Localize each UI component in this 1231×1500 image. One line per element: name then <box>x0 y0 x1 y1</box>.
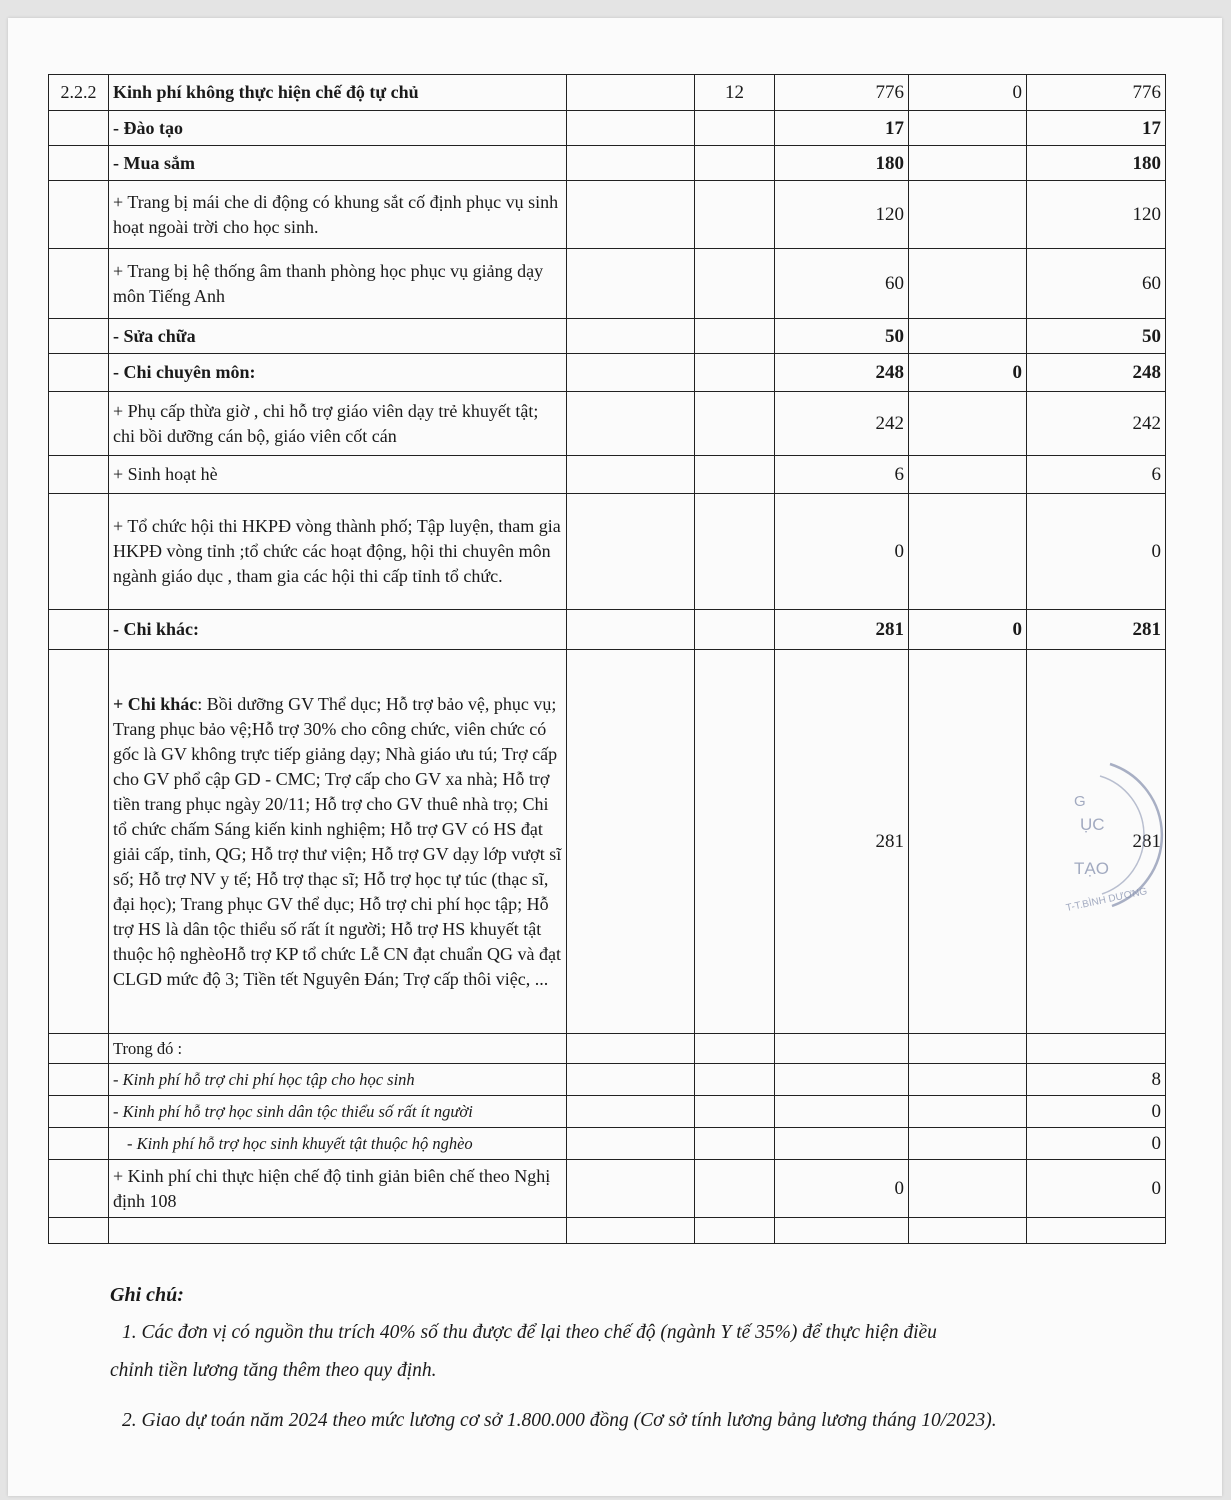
row-col-2 <box>695 319 775 354</box>
row-col-2 <box>695 1218 775 1244</box>
row-col-2 <box>695 392 775 456</box>
stamp-fragment-4: T-T.BÌNH DƯƠNG <box>1065 886 1149 915</box>
row-col-4 <box>909 392 1027 456</box>
row-col-5: 0 <box>1027 1128 1166 1160</box>
table-row <box>49 181 1166 249</box>
row-stt <box>49 610 109 650</box>
table-row <box>49 1096 1166 1128</box>
row-col-4 <box>909 319 1027 354</box>
row-col-2 <box>695 111 775 146</box>
row-col-4 <box>909 1128 1027 1160</box>
row-col-3: 0 <box>775 1160 909 1218</box>
row-col-3: 776 <box>775 75 909 111</box>
row-col-2: 12 <box>695 75 775 111</box>
row-col-5: 281 <box>1027 610 1166 650</box>
row-stt <box>49 181 109 249</box>
table-row <box>49 146 1166 181</box>
row-description: - Kinh phí hỗ trợ học sinh khuyết tật thuộc hộ nghèo <box>109 1128 567 1160</box>
row-col-5: 8 <box>1027 1064 1166 1096</box>
row-col-4 <box>909 249 1027 319</box>
row-col-5: 248 <box>1027 354 1166 392</box>
row-col-4: 0 <box>909 75 1027 111</box>
table-row <box>49 1218 1166 1244</box>
row-col-1 <box>567 354 695 392</box>
row-col-4 <box>909 1218 1027 1244</box>
row-col-3: 60 <box>775 249 909 319</box>
row-description <box>109 1218 567 1244</box>
row-description: Kinh phí không thực hiện chế độ tự chủ <box>109 75 567 111</box>
row-col-3: 120 <box>775 181 909 249</box>
row-description: + Sinh hoạt hè <box>109 456 567 494</box>
row-col-4: 0 <box>909 610 1027 650</box>
row-description: - Sửa chữa <box>109 319 567 354</box>
row-description: + Tổ chức hội thi HKPĐ vòng thành phố; Tập luyện, tham gia HKPĐ vòng tỉnh ;tổ chức các hoạt động, hội thi chuyên môn ngành giáo dục , tham gia các hội thi cấp tỉnh tổ chức. <box>109 494 567 610</box>
row-col-1 <box>567 1034 695 1064</box>
row-col-3: 242 <box>775 392 909 456</box>
row-description <box>109 650 567 1034</box>
row-description: - Chi khác: <box>109 610 567 650</box>
row-col-4 <box>909 181 1027 249</box>
row-col-3 <box>775 1218 909 1244</box>
row-description: + Trang bị hệ thống âm thanh phòng học phục vụ giảng dạy môn Tiếng Anh <box>109 249 567 319</box>
row-col-1 <box>567 494 695 610</box>
row-stt <box>49 494 109 610</box>
row-col-5: 6 <box>1027 456 1166 494</box>
table-row <box>49 392 1166 456</box>
row-col-2 <box>695 494 775 610</box>
notes-section <box>110 1276 1110 1440</box>
row-description-body: : Bồi dưỡng GV Thể dục; Hỗ trợ bảo vệ, phục vụ; Trang phục bảo vệ;Hỗ trợ 30% cho công chức, viên chức có gốc là GV không trực tiếp giảng dạy; Nhà giáo ưu tú; Trợ cấp cho GV phổ cập GD - CMC; Trợ cấp cho GV xa nhà; Hỗ trợ tiền trang phục ngày 20/11; Hỗ trợ cho GV thuê nhà trọ; Chi tổ chức chấm Sáng kiến kinh nghiệm; Hỗ trợ GV có HS đạt giải cấp, tỉnh, QG; Hỗ trợ thư viện; Hỗ trợ GV dạy lớp vượt sĩ số; Hỗ trợ NV y tế; Hỗ trợ thạc sĩ; Hỗ trợ học tự túc (thạc sĩ, đại học); Trang phục GV thể dục; Hỗ trợ chi phí học tập; Hỗ trợ HS là dân tộc thiểu số rất ít người; Hỗ trợ HS khuyết tật thuộc hộ nghèoHỗ trợ KP tổ chức Lễ CN đạt chuẩn QG và đạt CLGD mức độ 3; Tiền tết Nguyên Đán; Trợ cấp thôi việc, ... <box>113 693 562 989</box>
row-col-4 <box>909 1096 1027 1128</box>
row-col-1 <box>567 146 695 181</box>
row-stt <box>49 1034 109 1064</box>
table-row <box>49 249 1166 319</box>
table-row <box>49 1034 1166 1064</box>
row-col-5: 120 <box>1027 181 1166 249</box>
row-description: - Đào tạo <box>109 111 567 146</box>
official-stamp <box>1060 756 1178 916</box>
row-col-3: 0 <box>775 494 909 610</box>
row-col-5: 180 <box>1027 146 1166 181</box>
row-col-2 <box>695 354 775 392</box>
row-col-1 <box>567 610 695 650</box>
table-row <box>49 75 1166 111</box>
row-col-4 <box>909 1160 1027 1218</box>
row-col-1 <box>567 1128 695 1160</box>
row-description: + Phụ cấp thừa giờ , chi hỗ trợ giáo viên dạy trẻ khuyết tật; chi bồi dưỡng cán bộ, giáo viên cốt cán <box>109 392 567 456</box>
note-1-line-1: 1. Các đơn vị có nguồn thu trích 40% số thu được để lại theo chế độ (ngành Y tế 35%) để thực hiện điều <box>122 1322 937 1343</box>
row-col-2 <box>695 610 775 650</box>
row-col-2 <box>695 456 775 494</box>
row-col-5 <box>1027 1034 1166 1064</box>
row-col-1 <box>567 181 695 249</box>
row-col-5: 0 <box>1027 494 1166 610</box>
row-stt <box>49 111 109 146</box>
row-col-5: 281 <box>1027 650 1166 1034</box>
row-col-4 <box>909 111 1027 146</box>
table-row <box>49 650 1166 1034</box>
table-row <box>49 354 1166 392</box>
note-1-line-2: chỉnh tiền lương tăng thêm theo quy định. <box>110 1360 437 1381</box>
table-row <box>49 319 1166 354</box>
row-col-4 <box>909 650 1027 1034</box>
row-col-5: 50 <box>1027 319 1166 354</box>
row-col-3: 50 <box>775 319 909 354</box>
row-col-1 <box>567 1218 695 1244</box>
row-description: Trong đó : <box>109 1034 567 1064</box>
row-col-4 <box>909 146 1027 181</box>
budget-table <box>48 74 1166 1244</box>
row-col-5: 60 <box>1027 249 1166 319</box>
row-col-5: 0 <box>1027 1096 1166 1128</box>
row-col-1 <box>567 392 695 456</box>
row-col-3: 6 <box>775 456 909 494</box>
row-stt <box>49 456 109 494</box>
table-row <box>49 610 1166 650</box>
row-stt: 2.2.2 <box>49 75 109 111</box>
table-row <box>49 494 1166 610</box>
row-description: - Chi chuyên môn: <box>109 354 567 392</box>
row-col-2 <box>695 1160 775 1218</box>
row-stt <box>49 249 109 319</box>
stamp-fragment-1: G <box>1074 793 1086 810</box>
row-col-5 <box>1027 1218 1166 1244</box>
table-row <box>49 1128 1166 1160</box>
row-col-1 <box>567 456 695 494</box>
table-row <box>49 1064 1166 1096</box>
row-col-1 <box>567 650 695 1034</box>
row-stt <box>49 1128 109 1160</box>
row-description: - Kinh phí hỗ trợ học sinh dân tộc thiểu số rất ít người <box>109 1096 567 1128</box>
row-col-1 <box>567 75 695 111</box>
row-col-5: 0 <box>1027 1160 1166 1218</box>
row-col-5: 776 <box>1027 75 1166 111</box>
row-col-2 <box>695 1034 775 1064</box>
stamp-fragment-2: ỤC <box>1080 815 1105 834</box>
row-stt <box>49 1096 109 1128</box>
row-col-5: 242 <box>1027 392 1166 456</box>
table-row <box>49 1160 1166 1218</box>
row-col-2 <box>695 1096 775 1128</box>
stamp-fragment-3: TẠO <box>1074 859 1109 878</box>
row-col-3 <box>775 1064 909 1096</box>
row-col-1 <box>567 249 695 319</box>
row-description: + Trang bị mái che di động có khung sắt cố định phục vụ sinh hoạt ngoài trời cho học sinh. <box>109 181 567 249</box>
row-col-3 <box>775 1128 909 1160</box>
row-stt <box>49 650 109 1034</box>
row-col-4 <box>909 494 1027 610</box>
table-row <box>49 111 1166 146</box>
budget-table-body <box>49 75 1166 1244</box>
row-stt <box>49 146 109 181</box>
row-description: + Kinh phí chi thực hiện chế độ tinh giản biên chế theo Nghị định 108 <box>109 1160 567 1218</box>
row-col-2 <box>695 146 775 181</box>
row-col-4 <box>909 1034 1027 1064</box>
row-col-1 <box>567 1096 695 1128</box>
row-col-2 <box>695 249 775 319</box>
row-stt <box>49 1160 109 1218</box>
row-col-3: 17 <box>775 111 909 146</box>
row-col-3: 248 <box>775 354 909 392</box>
row-col-3 <box>775 1096 909 1128</box>
row-col-1 <box>567 1160 695 1218</box>
notes-title: Ghi chú: <box>110 1284 184 1306</box>
row-col-1 <box>567 111 695 146</box>
row-description: - Kinh phí hỗ trợ chi phí học tập cho học sinh <box>109 1064 567 1096</box>
row-description: - Mua sắm <box>109 146 567 181</box>
row-stt <box>49 319 109 354</box>
row-stt <box>49 392 109 456</box>
row-col-4 <box>909 456 1027 494</box>
document-page <box>8 18 1222 1496</box>
row-col-3 <box>775 1034 909 1064</box>
row-description-lead: + Chi khác <box>113 693 198 714</box>
row-col-2 <box>695 1064 775 1096</box>
row-col-2 <box>695 650 775 1034</box>
row-col-2 <box>695 1128 775 1160</box>
row-col-4 <box>909 1064 1027 1096</box>
row-stt <box>49 354 109 392</box>
row-col-5: 17 <box>1027 111 1166 146</box>
row-col-1 <box>567 1064 695 1096</box>
row-col-3: 180 <box>775 146 909 181</box>
row-stt <box>49 1064 109 1096</box>
row-col-1 <box>567 319 695 354</box>
row-col-4: 0 <box>909 354 1027 392</box>
table-row <box>49 456 1166 494</box>
row-stt <box>49 1218 109 1244</box>
note-2: 2. Giao dự toán năm 2024 theo mức lương cơ sở 1.800.000 đồng (Cơ sở tính lương bảng lương tháng 10/2023). <box>122 1410 997 1431</box>
row-col-2 <box>695 181 775 249</box>
row-col-3: 281 <box>775 610 909 650</box>
row-col-3: 281 <box>775 650 909 1034</box>
